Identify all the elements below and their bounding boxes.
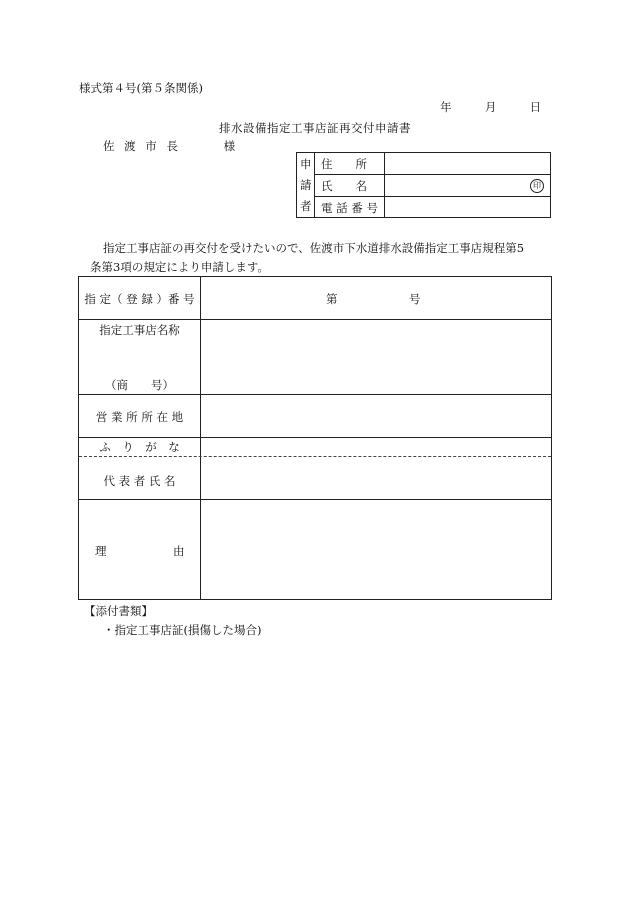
table-row-divider (79, 319, 551, 320)
date-day: 日 (529, 100, 542, 114)
name-label: 氏 名 (321, 179, 367, 193)
shop-name-label: 指定工事店名称 (99, 323, 180, 337)
applicant-side-char: 申 (300, 157, 312, 171)
applicant-row-divider (315, 196, 550, 197)
reason-label-second: 由 (173, 544, 185, 558)
addressee-name: 佐 渡 市 長 (103, 139, 181, 153)
document-title: 排水設備指定工事店証再交付申請書 (219, 121, 411, 135)
attachments-item: ・指定工事店証(損傷した場合) (103, 623, 262, 637)
applicant-side-label (297, 153, 315, 217)
date-year: 年 (440, 100, 452, 114)
applicant-row-divider (315, 174, 550, 175)
applicant-side-char: 者 (300, 199, 312, 213)
seal-mark: 印 (530, 179, 544, 193)
table-column-divider (200, 277, 201, 599)
statement-line-2: 条第3項の規定により申請します。 (90, 260, 269, 274)
applicant-box (296, 152, 551, 218)
office-location-label: 営 業 所 所 在 地 (95, 410, 184, 424)
furigana-label: ふ り が な (99, 440, 180, 454)
addressee-honorific: 様 (223, 139, 236, 153)
application-table (78, 276, 552, 600)
registration-number-prefix: 第 (326, 292, 338, 306)
table-row-divider (79, 499, 551, 500)
registration-number-label: 指 定（ 登 録 ）番 号 (84, 292, 195, 306)
address-label: 住 所 (321, 157, 367, 171)
date-month: 月 (484, 100, 497, 114)
date-line (440, 99, 541, 115)
table-row-divider (79, 394, 551, 395)
representative-name-label: 代 表 者 氏 名 (103, 474, 176, 488)
furigana-dashed-divider (79, 456, 551, 457)
table-row-divider (79, 437, 551, 438)
reason-label-first: 理 (95, 544, 107, 558)
registration-number-suffix: 号 (409, 292, 421, 306)
applicant-side-char: 請 (300, 178, 312, 192)
statement-line-1: 指定工事店証の再交付を受けたいので、佐渡市下水道排水設備指定工事店規程第5 (103, 241, 525, 255)
form-number: 様式第４号(第５条関係) (79, 81, 203, 95)
attachments-heading: 【添付書類】 (84, 604, 153, 618)
phone-label: 電 話 番 号 (321, 201, 378, 215)
addressee (103, 138, 235, 154)
trade-name-label: （商 号） (105, 378, 174, 392)
